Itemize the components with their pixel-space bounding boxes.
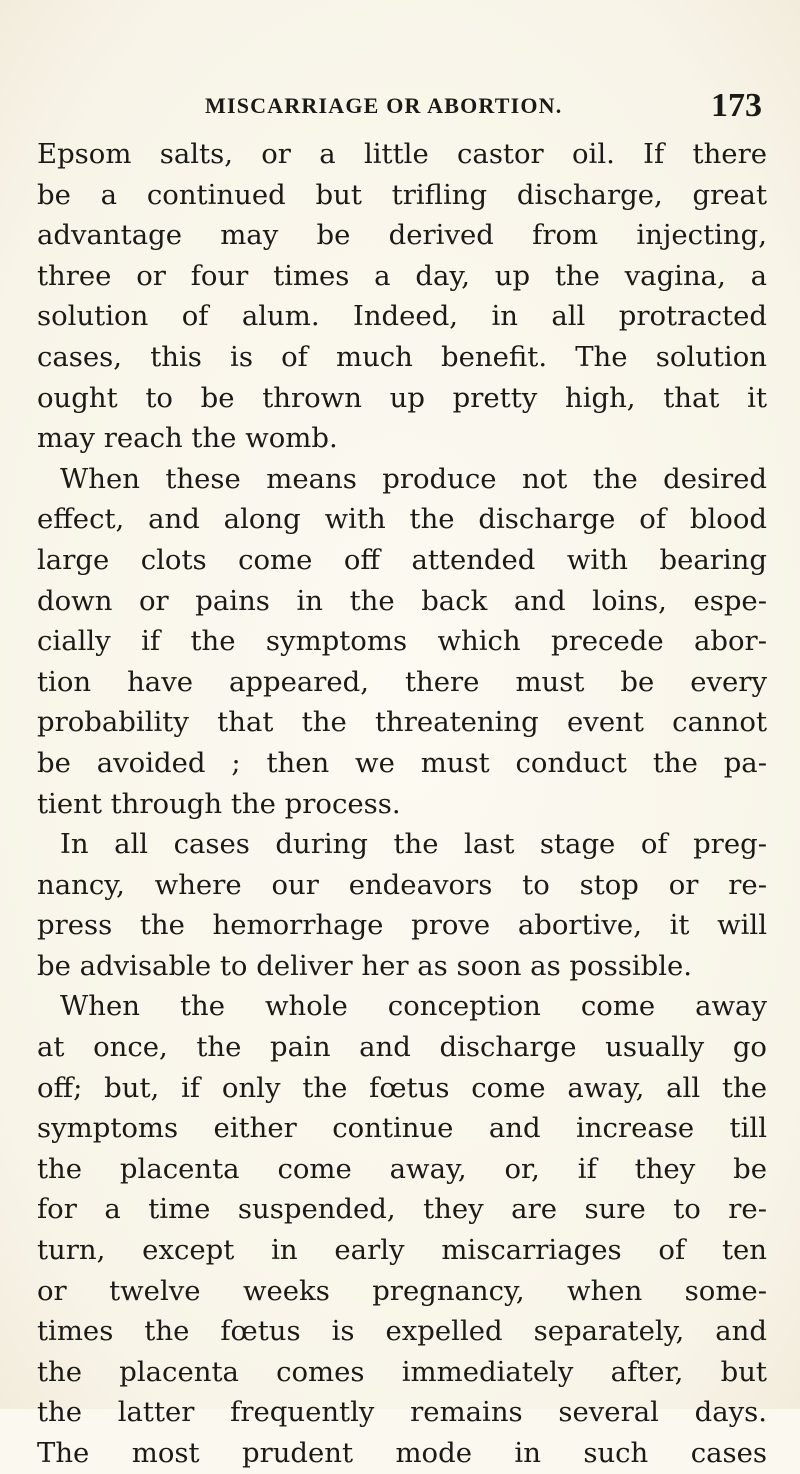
text-line: When the whole conception come away	[60, 990, 767, 1023]
text-line: be advisable to deliver her as soon as possible.	[37, 949, 693, 982]
text-line: large clots come off attended with bearing	[37, 543, 767, 576]
text-line: be avoided ; then we must conduct the pa-	[37, 746, 767, 779]
text-line: be a continued but trifling discharge, great	[37, 178, 767, 211]
text-line: the placenta comes immediately after, but	[37, 1355, 767, 1388]
text-line: In all cases during the last stage of preg-	[60, 828, 767, 861]
body-text	[37, 134, 767, 1474]
text-line: When these means produce not the desired	[60, 462, 767, 495]
text-line: cially if the symptoms which precede abor-	[37, 625, 767, 658]
text-line: tient through the process.	[37, 787, 401, 820]
text-line: advantage may be derived from injecting,	[37, 219, 767, 252]
text-line: effect, and along with the discharge of blood	[37, 503, 767, 536]
text-line: off; but, if only the fœtus come away, all the	[37, 1071, 767, 1104]
text-line: times the fœtus is expelled separately, and	[37, 1315, 767, 1348]
text-line: or twelve weeks pregnancy, when some-	[37, 1274, 767, 1307]
text-line: The most prudent mode in such cases	[37, 1437, 767, 1469]
text-line: probability that the threatening event cannot	[37, 706, 767, 739]
text-line: the latter frequently remains several days.	[37, 1396, 767, 1429]
text-line: Epsom salts, or a little castor oil. If there	[37, 138, 767, 170]
text-line: tion have appeared, there must be every	[37, 665, 767, 698]
text-line: ought to be thrown up pretty high, that it	[37, 381, 767, 414]
text-line: at once, the pain and discharge usually go	[37, 1031, 767, 1064]
text-line: symptoms either continue and increase till	[37, 1112, 767, 1145]
text-line: nancy, where our endeavors to stop or re-	[37, 868, 767, 901]
text-line: down or pains in the back and loins, espe-	[37, 584, 767, 617]
text-line: three or four times a day, up the vagina, a	[37, 259, 767, 292]
text-line: press the hemorrhage prove abortive, it will	[37, 909, 767, 942]
text-line: may reach the womb.	[37, 422, 338, 455]
page-number: 173	[711, 87, 762, 124]
text-line: for a time suspended, they are sure to re-	[37, 1193, 767, 1226]
text-line: solution of alum. Indeed, in all protracted	[37, 300, 767, 333]
running-title: MISCARRIAGE OR ABORTION.	[205, 93, 563, 118]
running-head	[205, 86, 762, 126]
text-line: cases, this is of much benefit. The solution	[37, 340, 767, 373]
text-line: turn, except in early miscarriages of ten	[37, 1234, 767, 1267]
text-line: the placenta come away, or, if they be	[37, 1152, 767, 1185]
